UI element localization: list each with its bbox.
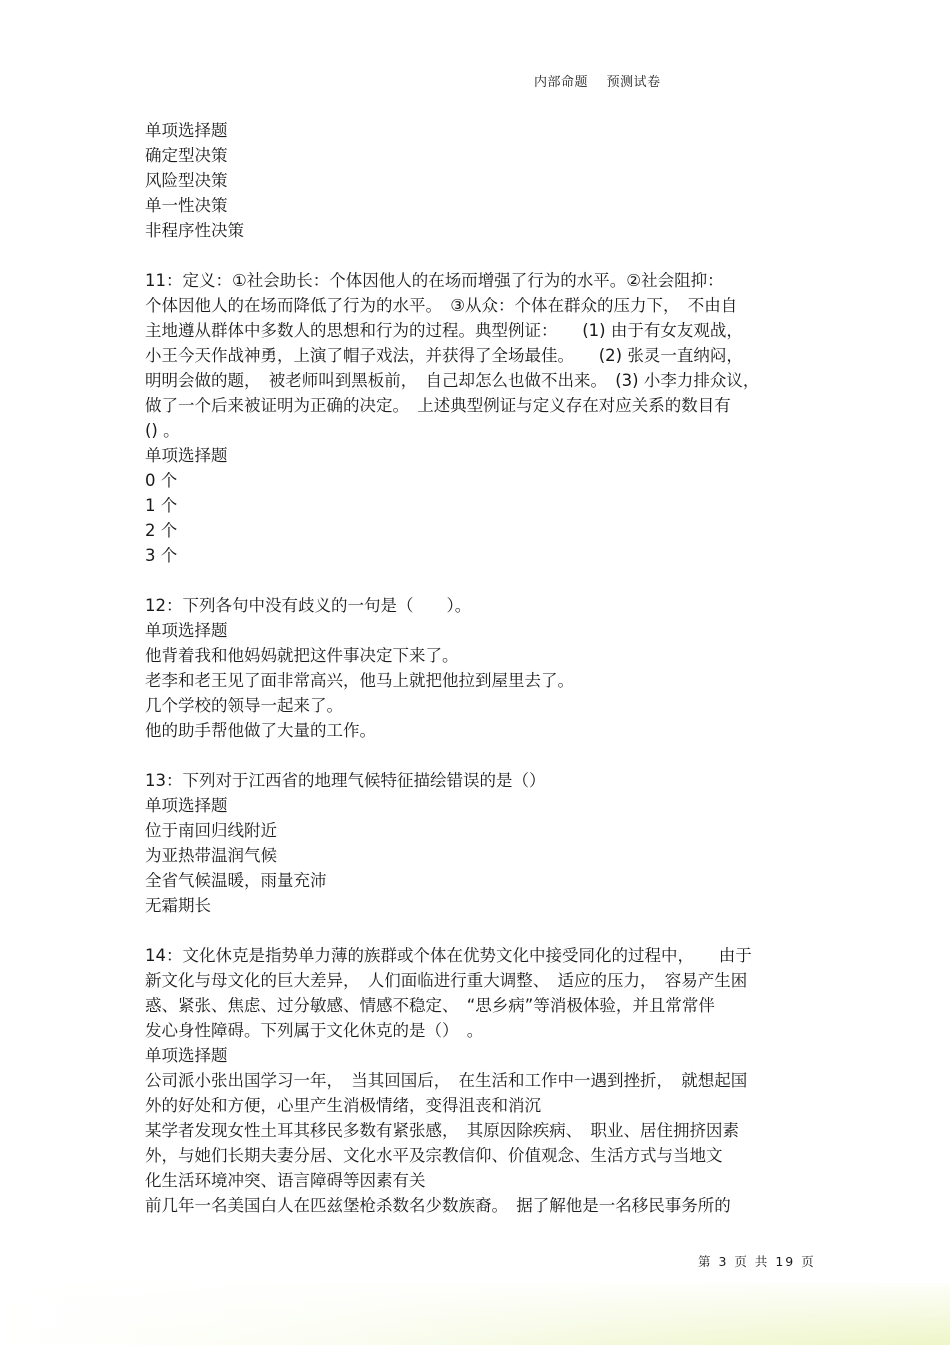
header-exam-label: 预测试卷 [606,75,661,90]
question-type-label: 单项选择题 [145,121,228,140]
question-type-label: 单项选择题 [145,621,228,640]
question-text-line: 惑、紧张、焦虑、过分敏感、情感不稳定、 “思乡病”等消极体验，并且常常伴 [145,996,715,1015]
answer-option: 确定型决策 [145,146,228,165]
answer-option: 无霜期长 [145,896,211,915]
answer-option-line: 前几年一名美国白人在匹兹堡枪杀数名少数族裔。 据了解他是一名移民事务所的 [145,1196,731,1215]
answer-option: 几个学校的领导一起来了。 [145,696,343,715]
question-block-11 [145,268,810,568]
answer-option: 为亚热带温润气候 [145,846,277,865]
page-number: 第 3 页 共 19 页 [698,1254,816,1269]
answer-option-line: 某学者发现女性土耳其移民多数有紧张感， 其原因除疾病、 职业、居住拥挤因素 [145,1121,739,1140]
answer-option: 1 个 [145,496,178,515]
question-block-14 [145,943,810,1218]
question-type-label: 单项选择题 [145,1046,228,1065]
question-type-label: 单项选择题 [145,446,228,465]
question-text-line: 明明会做的题， 被老师叫到黑板前， 自己却怎么也做不出来。 (3) 小李力排众议， [145,371,760,390]
question-block-10 [145,118,810,243]
answer-option-line: 化生活环境冲突、语言障碍等因素有关 [145,1171,426,1190]
answer-option-line: 外的好处和方便，心里产生消极情绪，变得沮丧和消沉 [145,1096,541,1115]
answer-option [145,1118,810,1193]
answer-option-line: 外，与她们长期夫妻分居、文化水平及宗教信仰、价值观念、生活方式与当地文 [145,1146,723,1165]
question-text-line: 14：文化休克是指势单力薄的族群或个体在优势文化中接受同化的过程中， 由于 [145,946,752,965]
answer-option: 2 个 [145,521,178,540]
question-type-label: 单项选择题 [145,796,228,815]
decorative-bottom-band [0,1283,950,1345]
answer-option: 单一性决策 [145,196,228,215]
answer-option: 非程序性决策 [145,221,244,240]
question-text-line: 12：下列各句中没有歧义的一句是（ ）。 [145,596,472,615]
question-text-line: 13：下列对于江西省的地理气候特征描绘错误的是（） [145,771,546,790]
answer-option: 3 个 [145,546,178,565]
question-text-line: 发心身性障碍。下列属于文化休克的是（） 。 [145,1021,484,1040]
question-block-13 [145,768,810,918]
header-internal-label: 内部命题 [534,75,589,90]
answer-option [145,1068,810,1118]
answer-option: 老李和老王见了面非常高兴，他马上就把他拉到屋里去了。 [145,671,574,690]
answer-option: 位于南回归线附近 [145,821,277,840]
document-body [145,118,810,1218]
answer-option [145,1193,810,1218]
question-text-line: 11：定义：①社会助长：个体因他人的在场而增强了行为的水平。②社会阻抑： [145,271,724,290]
answer-option: 全省气候温暖，雨量充沛 [145,871,327,890]
question-text-line: 小王今天作战神勇，上演了帽子戏法，并获得了全场最佳。 (2) 张灵一直纳闷， [145,346,743,365]
answer-option: 他的助手帮他做了大量的工作。 [145,721,376,740]
answer-option: 风险型决策 [145,171,228,190]
answer-option: 他背着我和他妈妈就把这件事决定下来了。 [145,646,459,665]
page-header [534,71,661,90]
answer-option-line: 公司派小张出国学习一年， 当其回国后， 在生活和工作中一遇到挫折， 就想起国 [145,1071,748,1090]
question-text-line: 做了一个后来被证明为正确的决定。 上述典型例证与定义存在对应关系的数目有 [145,396,731,415]
answer-option: 0 个 [145,471,178,490]
question-text-line: () 。 [145,421,180,440]
question-block-12 [145,593,810,743]
question-text-line: 主地遵从群体中多数人的思想和行为的过程。典型例证： (1) 由于有女友观战， [145,321,743,340]
question-text-line: 新文化与母文化的巨大差异， 人们面临进行重大调整、 适应的压力， 容易产生困 [145,971,748,990]
question-text-line: 个体因他人的在场而降低了行为的水平。 ③从众：个体在群众的压力下， 不由自 [145,296,738,315]
